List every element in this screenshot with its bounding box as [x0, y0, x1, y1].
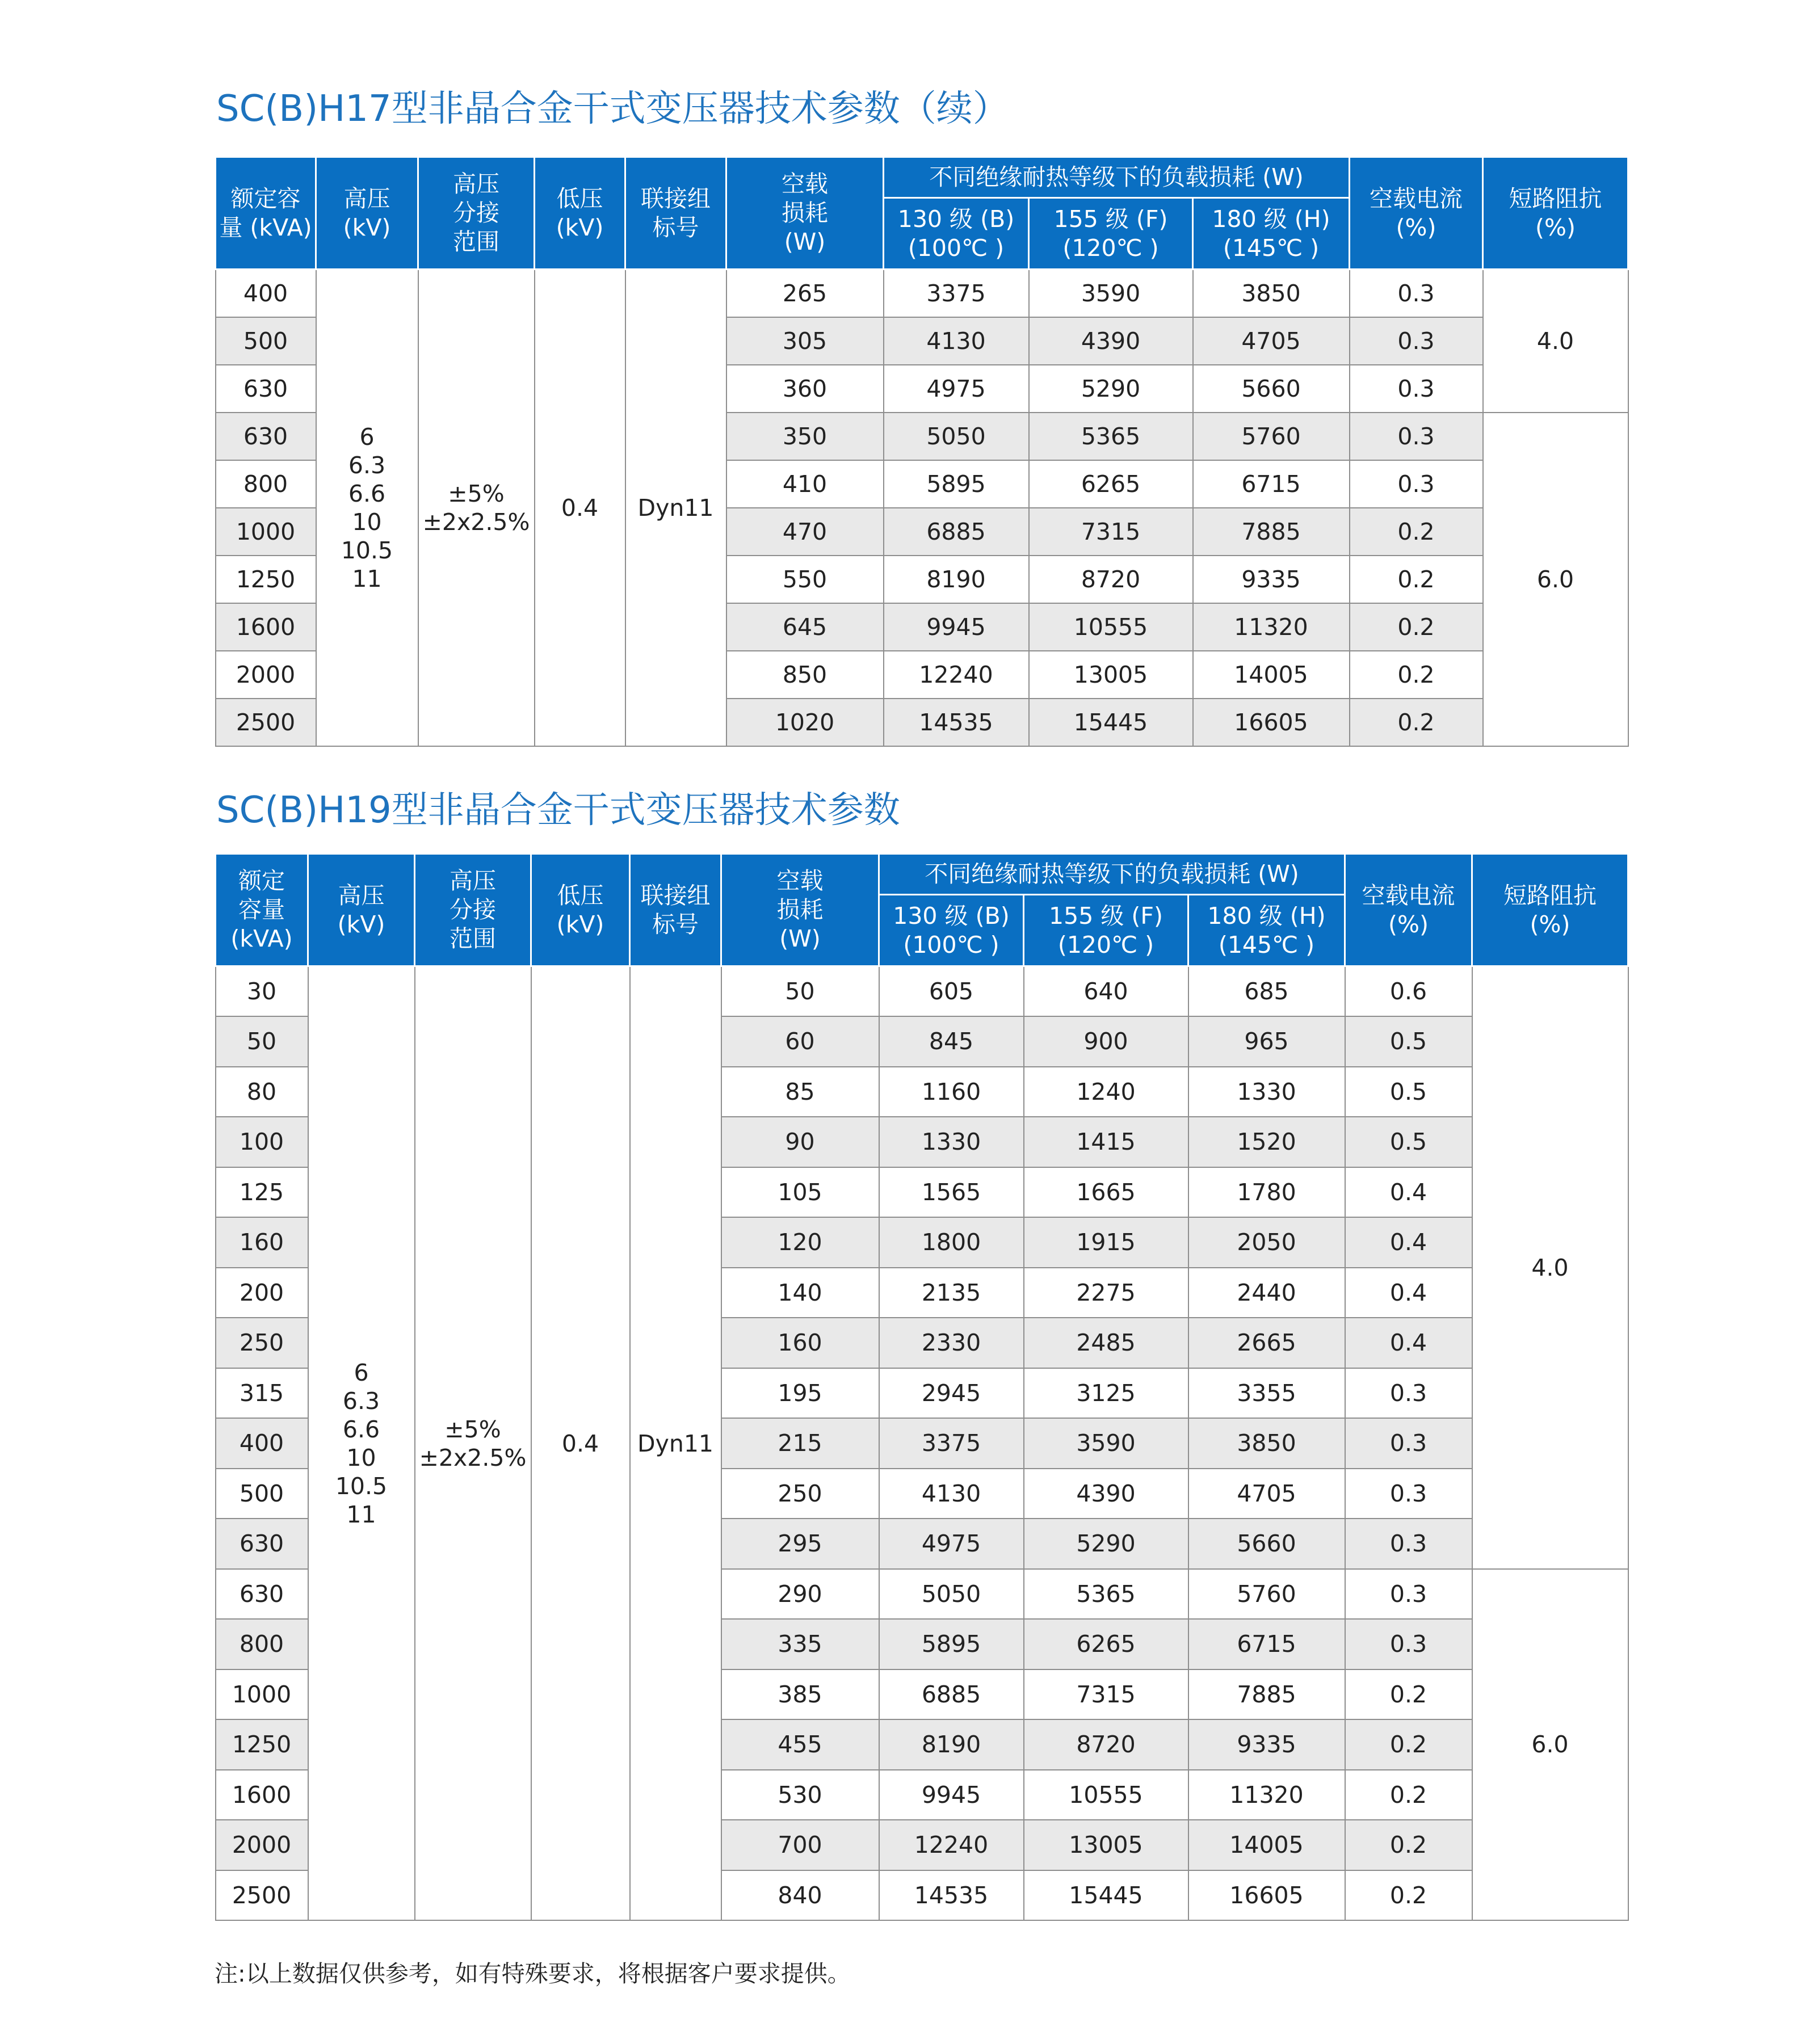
header-class-h: 180 级 (H) (145℃ )	[1193, 198, 1350, 270]
header-noload-current: 空载电流 (%)	[1345, 854, 1472, 966]
cell-impedance: 6.0	[1472, 1569, 1628, 1921]
footnote: 注:以上数据仅供参考，如有特殊要求，将根据客户要求提供。	[215, 1960, 851, 1987]
cell-noload-current: 0.4	[1345, 1268, 1472, 1318]
cell-load-loss-f: 3590	[1024, 1418, 1188, 1469]
cell-load-loss-h: 3355	[1188, 1368, 1345, 1419]
table-row	[216, 270, 1628, 317]
cell-load-loss-b: 14535	[884, 699, 1029, 746]
cell-load-loss-f: 8720	[1024, 1719, 1188, 1770]
header-impedance: 短路阻抗 (%)	[1472, 854, 1628, 966]
cell-load-loss-f: 5290	[1024, 1519, 1188, 1569]
cell-load-loss-f: 7315	[1024, 1669, 1188, 1720]
cell-noload-loss: 1020	[726, 699, 884, 746]
cell-load-loss-h: 2050	[1188, 1217, 1345, 1268]
cell-capacity: 500	[216, 317, 316, 365]
cell-load-loss-b: 6885	[884, 508, 1029, 556]
cell-noload-current: 0.4	[1345, 1217, 1472, 1268]
cell-load-loss-f: 10555	[1029, 603, 1193, 651]
cell-load-loss-b: 12240	[884, 651, 1029, 699]
cell-load-loss-h: 5660	[1193, 365, 1350, 413]
cell-noload-current: 0.6	[1345, 966, 1472, 1017]
cell-capacity: 1600	[216, 603, 316, 651]
cell-load-loss-b: 4975	[879, 1519, 1024, 1569]
cell-load-loss-b: 9945	[879, 1770, 1024, 1820]
cell-capacity: 400	[216, 1418, 308, 1469]
cell-noload-current: 0.2	[1345, 1669, 1472, 1720]
cell-load-loss-b: 8190	[879, 1719, 1024, 1770]
header-lv: 低压 (kV)	[535, 157, 625, 270]
cell-capacity: 2500	[216, 1870, 308, 1921]
cell-load-loss-f: 1415	[1024, 1117, 1188, 1167]
cell-lv: 0.4	[535, 270, 625, 746]
cell-load-loss-h: 9335	[1188, 1719, 1345, 1770]
cell-noload-loss: 90	[721, 1117, 879, 1167]
cell-noload-current: 0.2	[1345, 1820, 1472, 1870]
cell-load-loss-b: 2945	[879, 1368, 1024, 1419]
cell-load-loss-h: 9335	[1193, 556, 1350, 603]
cell-noload-loss: 645	[726, 603, 884, 651]
cell-noload-loss: 215	[721, 1418, 879, 1469]
cell-capacity: 1000	[216, 508, 316, 556]
cell-noload-current: 0.5	[1345, 1067, 1472, 1117]
cell-load-loss-f: 2275	[1024, 1268, 1188, 1318]
cell-load-loss-f: 900	[1024, 1016, 1188, 1067]
header-noload-current: 空载电流 (%)	[1350, 157, 1483, 270]
cell-vector-group: Dyn11	[625, 270, 726, 746]
cell-load-loss-f: 15445	[1024, 1870, 1188, 1921]
cell-load-loss-f: 5365	[1029, 413, 1193, 460]
cell-load-loss-f: 5365	[1024, 1569, 1188, 1620]
cell-noload-loss: 160	[721, 1318, 879, 1368]
cell-load-loss-f: 4390	[1024, 1469, 1188, 1519]
cell-load-loss-h: 5660	[1188, 1519, 1345, 1569]
cell-impedance: 4.0	[1472, 966, 1628, 1569]
header-vector-group: 联接组 标号	[630, 854, 721, 966]
cell-load-loss-h: 4705	[1193, 317, 1350, 365]
cell-load-loss-h: 4705	[1188, 1469, 1345, 1519]
header-tap-range: 高压 分接 范围	[418, 157, 535, 270]
cell-capacity: 1250	[216, 556, 316, 603]
cell-load-loss-f: 6265	[1024, 1619, 1188, 1669]
cell-noload-loss: 470	[726, 508, 884, 556]
cell-noload-loss: 335	[721, 1619, 879, 1669]
cell-noload-loss: 850	[726, 651, 884, 699]
header-noload-loss: 空载 损耗 (W)	[721, 854, 879, 966]
cell-load-loss-h: 1520	[1188, 1117, 1345, 1167]
cell-load-loss-f: 7315	[1029, 508, 1193, 556]
cell-noload-loss: 385	[721, 1669, 879, 1720]
cell-noload-current: 0.3	[1350, 460, 1483, 508]
header-vector-group: 联接组 标号	[625, 157, 726, 270]
cell-capacity: 50	[216, 1016, 308, 1067]
cell-noload-current: 0.5	[1345, 1016, 1472, 1067]
cell-load-loss-f: 1665	[1024, 1167, 1188, 1218]
cell-capacity: 250	[216, 1318, 308, 1368]
cell-capacity: 315	[216, 1368, 308, 1419]
cell-hv-values: 6 6.3 6.6 10 10.5 11	[308, 966, 415, 1921]
cell-noload-current: 0.2	[1350, 651, 1483, 699]
cell-tap-range: ±5% ±2x2.5%	[418, 270, 535, 746]
header-hv: 高压 (kV)	[316, 157, 418, 270]
cell-load-loss-h: 11320	[1193, 603, 1350, 651]
header-hv: 高压 (kV)	[308, 854, 415, 966]
header-tap-range: 高压 分接 范围	[415, 854, 531, 966]
cell-noload-loss: 455	[721, 1719, 879, 1770]
cell-noload-current: 0.3	[1345, 1519, 1472, 1569]
cell-noload-loss: 105	[721, 1167, 879, 1218]
cell-capacity: 2500	[216, 699, 316, 746]
cell-capacity: 1250	[216, 1719, 308, 1770]
cell-noload-loss: 360	[726, 365, 884, 413]
cell-load-loss-h: 16605	[1188, 1870, 1345, 1921]
header-load-loss-group: 不同绝缘耐热等级下的负载损耗 (W)	[884, 157, 1350, 198]
cell-noload-loss: 120	[721, 1217, 879, 1268]
cell-noload-current: 0.2	[1345, 1719, 1472, 1770]
cell-load-loss-b: 12240	[879, 1820, 1024, 1870]
cell-load-loss-b: 3375	[884, 270, 1029, 317]
cell-noload-current: 0.2	[1345, 1870, 1472, 1921]
cell-load-loss-h: 6715	[1193, 460, 1350, 508]
cell-noload-current: 0.3	[1345, 1469, 1472, 1519]
cell-load-loss-f: 1915	[1024, 1217, 1188, 1268]
cell-load-loss-b: 5895	[884, 460, 1029, 508]
cell-load-loss-h: 1330	[1188, 1067, 1345, 1117]
cell-noload-current: 0.3	[1345, 1368, 1472, 1419]
cell-load-loss-h: 2440	[1188, 1268, 1345, 1318]
cell-noload-loss: 265	[726, 270, 884, 317]
cell-noload-current: 0.5	[1345, 1117, 1472, 1167]
header-class-f: 155 级 (F) (120℃ )	[1029, 198, 1193, 270]
cell-load-loss-b: 1330	[879, 1117, 1024, 1167]
cell-noload-current: 0.4	[1345, 1167, 1472, 1218]
table2-title: SC(B)H19型非晶合金干式变压器技术参数	[216, 789, 900, 831]
cell-capacity: 30	[216, 966, 308, 1017]
cell-capacity: 800	[216, 460, 316, 508]
cell-load-loss-b: 5895	[879, 1619, 1024, 1669]
cell-load-loss-f: 13005	[1029, 651, 1193, 699]
cell-load-loss-f: 10555	[1024, 1770, 1188, 1820]
cell-load-loss-b: 4975	[884, 365, 1029, 413]
cell-load-loss-b: 5050	[879, 1569, 1024, 1620]
header-load-loss-group: 不同绝缘耐热等级下的负载损耗 (W)	[879, 854, 1345, 895]
cell-load-loss-h: 11320	[1188, 1770, 1345, 1820]
cell-load-loss-h: 3850	[1188, 1418, 1345, 1469]
cell-capacity: 125	[216, 1167, 308, 1218]
cell-load-loss-f: 3125	[1024, 1368, 1188, 1419]
cell-load-loss-b: 14535	[879, 1870, 1024, 1921]
cell-noload-current: 0.3	[1350, 270, 1483, 317]
cell-noload-loss: 550	[726, 556, 884, 603]
header-class-b: 130 级 (B) (100℃ )	[884, 198, 1029, 270]
cell-capacity: 400	[216, 270, 316, 317]
cell-capacity: 200	[216, 1268, 308, 1318]
cell-load-loss-b: 4130	[879, 1469, 1024, 1519]
cell-capacity: 630	[216, 1519, 308, 1569]
cell-load-loss-h: 7885	[1188, 1669, 1345, 1720]
cell-noload-loss: 295	[721, 1519, 879, 1569]
cell-load-loss-f: 15445	[1029, 699, 1193, 746]
cell-noload-current: 0.3	[1350, 317, 1483, 365]
cell-capacity: 1600	[216, 1770, 308, 1820]
cell-capacity: 2000	[216, 651, 316, 699]
cell-load-loss-f: 5290	[1029, 365, 1193, 413]
cell-tap-range: ±5% ±2x2.5%	[415, 966, 531, 1921]
cell-load-loss-b: 6885	[879, 1669, 1024, 1720]
cell-load-loss-b: 5050	[884, 413, 1029, 460]
cell-impedance: 4.0	[1483, 270, 1628, 413]
header-capacity: 额定 容量 (kVA)	[216, 854, 308, 966]
cell-load-loss-h: 14005	[1193, 651, 1350, 699]
cell-load-loss-b: 2135	[879, 1268, 1024, 1318]
cell-load-loss-b: 3375	[879, 1418, 1024, 1469]
cell-noload-loss: 195	[721, 1368, 879, 1419]
header-impedance: 短路阻抗 (%)	[1483, 157, 1628, 270]
cell-load-loss-b: 1160	[879, 1067, 1024, 1117]
sch19-spec-table	[215, 853, 1629, 1921]
header-capacity: 额定容 量 (kVA)	[216, 157, 316, 270]
cell-noload-current: 0.2	[1350, 556, 1483, 603]
cell-noload-loss: 305	[726, 317, 884, 365]
cell-load-loss-b: 1800	[879, 1217, 1024, 1268]
table1-title: SC(B)H17型非晶合金干式变压器技术参数（续）	[216, 88, 1009, 130]
cell-noload-loss: 50	[721, 966, 879, 1017]
cell-capacity: 630	[216, 413, 316, 460]
header-class-h: 180 级 (H) (145℃ )	[1188, 895, 1345, 966]
cell-load-loss-f: 8720	[1029, 556, 1193, 603]
cell-noload-loss: 700	[721, 1820, 879, 1870]
cell-noload-loss: 140	[721, 1268, 879, 1318]
cell-load-loss-f: 2485	[1024, 1318, 1188, 1368]
cell-load-loss-h: 5760	[1193, 413, 1350, 460]
cell-load-loss-b: 9945	[884, 603, 1029, 651]
cell-load-loss-b: 1565	[879, 1167, 1024, 1218]
cell-noload-current: 0.4	[1345, 1318, 1472, 1368]
cell-hv-values: 6 6.3 6.6 10 10.5 11	[316, 270, 418, 746]
cell-load-loss-h: 685	[1188, 966, 1345, 1017]
cell-load-loss-b: 845	[879, 1016, 1024, 1067]
cell-load-loss-f: 13005	[1024, 1820, 1188, 1870]
cell-load-loss-h: 965	[1188, 1016, 1345, 1067]
cell-load-loss-h: 3850	[1193, 270, 1350, 317]
header-lv: 低压 (kV)	[531, 854, 630, 966]
cell-noload-loss: 85	[721, 1067, 879, 1117]
cell-load-loss-h: 16605	[1193, 699, 1350, 746]
cell-load-loss-h: 1780	[1188, 1167, 1345, 1218]
cell-noload-loss: 840	[721, 1870, 879, 1921]
cell-noload-current: 0.3	[1345, 1418, 1472, 1469]
cell-noload-loss: 350	[726, 413, 884, 460]
cell-noload-loss: 60	[721, 1016, 879, 1067]
cell-capacity: 100	[216, 1117, 308, 1167]
cell-vector-group: Dyn11	[630, 966, 721, 1921]
cell-capacity: 160	[216, 1217, 308, 1268]
cell-load-loss-b: 4130	[884, 317, 1029, 365]
header-class-f: 155 级 (F) (120℃ )	[1024, 895, 1188, 966]
cell-load-loss-h: 7885	[1193, 508, 1350, 556]
cell-noload-loss: 250	[721, 1469, 879, 1519]
cell-lv: 0.4	[531, 966, 630, 1921]
cell-noload-current: 0.2	[1345, 1770, 1472, 1820]
table-row	[216, 966, 1628, 1017]
cell-noload-current: 0.3	[1345, 1619, 1472, 1669]
cell-load-loss-b: 8190	[884, 556, 1029, 603]
cell-load-loss-h: 2665	[1188, 1318, 1345, 1368]
cell-load-loss-f: 1240	[1024, 1067, 1188, 1117]
cell-noload-loss: 290	[721, 1569, 879, 1620]
cell-noload-current: 0.2	[1350, 603, 1483, 651]
cell-load-loss-h: 6715	[1188, 1619, 1345, 1669]
cell-capacity: 1000	[216, 1669, 308, 1720]
cell-load-loss-h: 5760	[1188, 1569, 1345, 1620]
sch17-spec-table	[215, 156, 1629, 747]
cell-capacity: 2000	[216, 1820, 308, 1870]
cell-impedance: 6.0	[1483, 413, 1628, 746]
cell-load-loss-f: 4390	[1029, 317, 1193, 365]
cell-load-loss-f: 640	[1024, 966, 1188, 1017]
cell-capacity: 800	[216, 1619, 308, 1669]
cell-load-loss-f: 6265	[1029, 460, 1193, 508]
header-class-b: 130 级 (B) (100℃ )	[879, 895, 1024, 966]
cell-capacity: 630	[216, 1569, 308, 1620]
cell-noload-current: 0.2	[1350, 699, 1483, 746]
cell-noload-current: 0.2	[1350, 508, 1483, 556]
header-noload-loss: 空载 损耗 (W)	[726, 157, 884, 270]
cell-noload-current: 0.3	[1350, 365, 1483, 413]
cell-load-loss-b: 605	[879, 966, 1024, 1017]
cell-capacity: 630	[216, 365, 316, 413]
cell-capacity: 80	[216, 1067, 308, 1117]
cell-noload-loss: 410	[726, 460, 884, 508]
cell-noload-current: 0.3	[1345, 1569, 1472, 1620]
cell-load-loss-f: 3590	[1029, 270, 1193, 317]
cell-capacity: 500	[216, 1469, 308, 1519]
cell-load-loss-h: 14005	[1188, 1820, 1345, 1870]
cell-load-loss-b: 2330	[879, 1318, 1024, 1368]
cell-noload-current: 0.3	[1350, 413, 1483, 460]
cell-noload-loss: 530	[721, 1770, 879, 1820]
